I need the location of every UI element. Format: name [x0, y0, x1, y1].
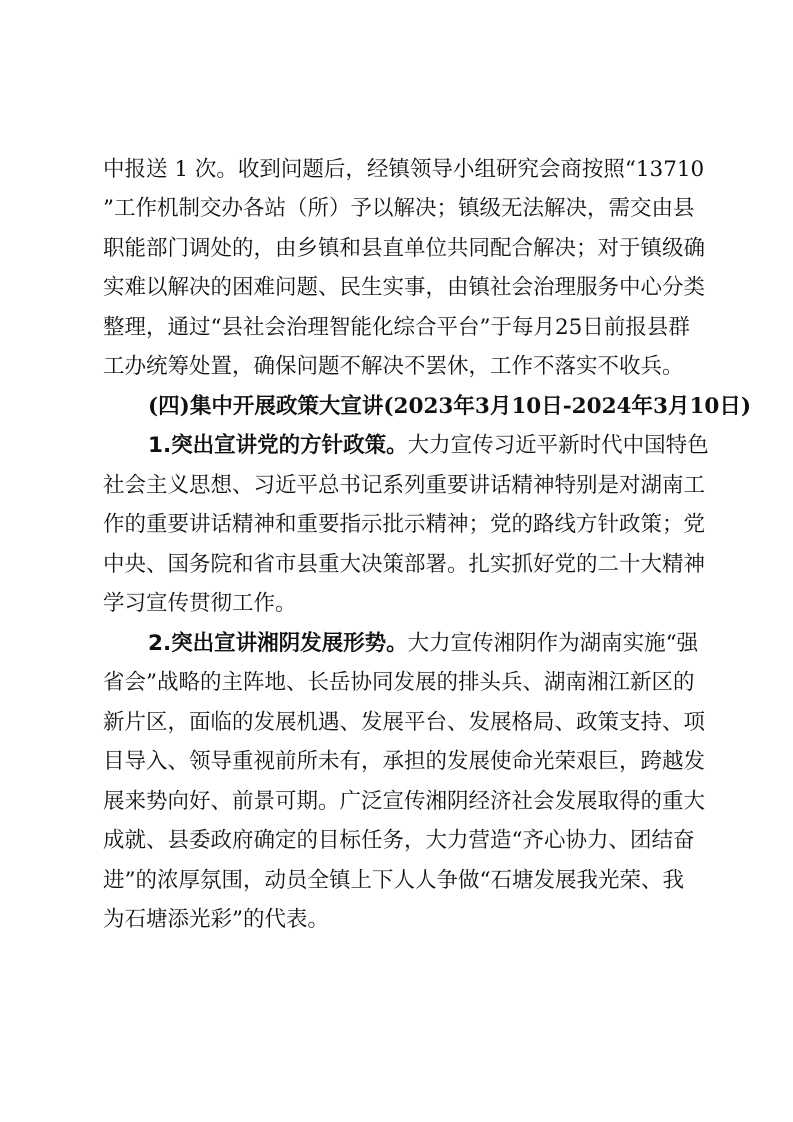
paragraph-line: 进”的浓厚氛围，动员全镇上下人人争做“石塘发展我光荣、我 — [103, 868, 684, 893]
section-heading: (四)集中开展政策大宣讲(2023年3月10日-2024年3月10日) — [148, 394, 752, 419]
paragraph-line: 中央、国务院和省市县重大决策部署。扎实抓好党的二十大精神 — [103, 552, 706, 577]
paragraph-line: 成就、县委政府确定的目标任务，大力营造“齐心协力、团结奋 — [103, 828, 695, 853]
item1-first-line-text: 大力宣传习近平新时代中国特色 — [407, 433, 709, 458]
item1-title: 1.突出宣讲党的方针政策。 — [148, 433, 408, 458]
paragraph-line: ”工作机制交办各站（所）予以解决；镇级无法解决，需交由县 — [103, 196, 695, 221]
paragraph-line: 目导入、领导重视前所未有，承担的发展使命光荣艰巨，跨越发 — [103, 749, 706, 774]
item2-first-line — [148, 630, 748, 658]
paragraph-line: 展来势向好、前景可期。广泛宣传湘阴经济社会发展取得的重大 — [103, 789, 706, 814]
paragraph-line: 工办统筹处置，确保问题不解决不罢休，工作不落实不收兵。 — [103, 354, 684, 379]
paragraph-line: 社会主义思想、习近平总书记系列重要讲话精神特别是对湖南工 — [103, 473, 706, 498]
paragraph-line: 省会”战略的主阵地、长岳协同发展的排头兵、湖南湘江新区的 — [103, 670, 695, 695]
paragraph-line: 整理，通过“县社会治理智能化综合平台”于每月25日前报县群 — [103, 315, 690, 340]
paragraph-line: 职能部门调处的，由乡镇和县直单位共同配合解决；对于镇级确 — [103, 236, 706, 261]
item2-first-line-text: 大力宣传湘阴作为湖南实施“强 — [407, 631, 699, 656]
item1-first-line — [148, 432, 748, 460]
paragraph-line: 实难以解决的困难问题、民生实事，由镇社会治理服务中心分类 — [103, 275, 706, 300]
paragraph-line: 学习宣传贯彻工作。 — [103, 591, 297, 616]
item2-title: 2.突出宣讲湘阴发展形势。 — [148, 631, 408, 656]
paragraph-line: 为石塘添光彩”的代表。 — [103, 907, 329, 932]
paragraph-line: 中报送 1 次。收到问题后，经镇领导小组研究会商按照“13710 — [103, 157, 705, 182]
paragraph-line: 新片区，面临的发展机遇、发展平台、发展格局、政策支持、项 — [103, 710, 706, 735]
paragraph-line: 作的重要讲话精神和重要指示批示精神；党的路线方针政策；党 — [103, 512, 706, 537]
